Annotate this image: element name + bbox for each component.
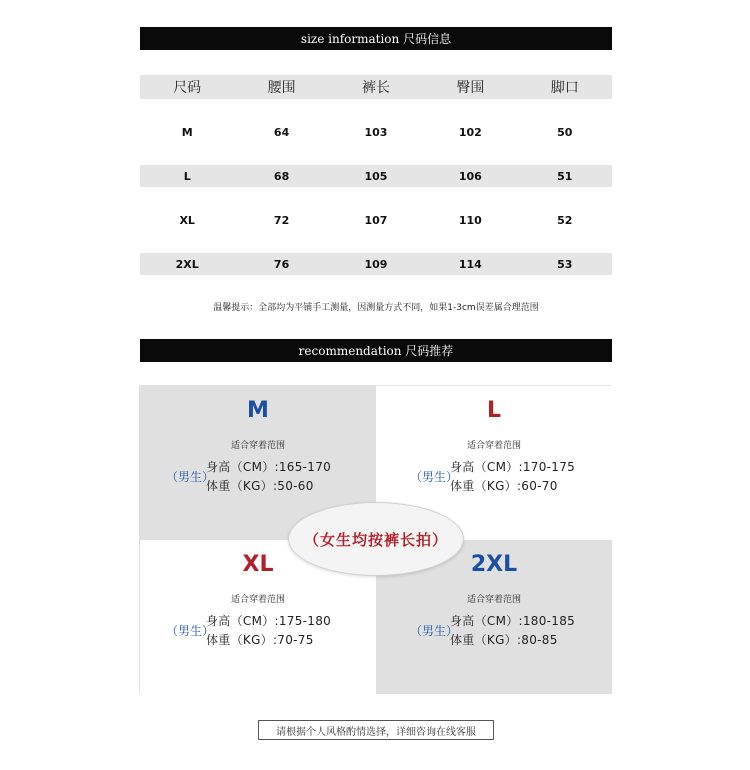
size-label: L bbox=[486, 398, 502, 423]
hip-cell: 102 bbox=[458, 125, 482, 139]
fit-range-label: 适合穿着范围 bbox=[230, 441, 285, 451]
size-table-header-row bbox=[140, 75, 612, 99]
table-row bbox=[140, 209, 612, 231]
header-waist: 腰围 bbox=[234, 75, 328, 99]
gender-label: （男生） bbox=[166, 470, 215, 484]
length-cell: 107 bbox=[364, 213, 388, 227]
size-label: 2XL bbox=[470, 552, 518, 577]
gender-label: （男生） bbox=[410, 624, 459, 638]
size-cell: L bbox=[140, 165, 234, 187]
recommendation-header bbox=[140, 339, 612, 362]
table-row bbox=[140, 165, 612, 187]
hem-cell: 52 bbox=[557, 213, 573, 227]
female-note-badge bbox=[288, 502, 464, 576]
footer-note bbox=[258, 720, 494, 740]
female-note-text: （女生均按裤长拍） bbox=[303, 530, 448, 549]
weight-range: 体重（KG）:70-75 bbox=[206, 633, 314, 647]
length-cell: 105 bbox=[329, 165, 423, 187]
gender-label: （男生） bbox=[410, 470, 459, 484]
weight-range: 体重（KG）:80-85 bbox=[450, 633, 558, 647]
waist-cell: 68 bbox=[234, 165, 328, 187]
waist-cell: 72 bbox=[273, 213, 290, 227]
header-hem: 脚口 bbox=[518, 75, 612, 99]
waist-cell: 64 bbox=[273, 125, 290, 139]
size-label: XL bbox=[242, 552, 274, 577]
height-range: 身高（CM）:175-180 bbox=[206, 614, 332, 628]
weight-range: 体重（KG）:60-70 bbox=[450, 479, 558, 493]
hem-cell: 53 bbox=[518, 253, 612, 275]
size-cell: 2XL bbox=[140, 253, 234, 275]
hem-cell: 50 bbox=[557, 125, 573, 139]
weight-range: 体重（KG）:50-60 bbox=[206, 479, 314, 493]
measurement-tip: 温馨提示：全部均为平铺手工测量，因测量方式不同，如果1-3cm误差属合理范围 bbox=[213, 303, 539, 313]
table-row bbox=[140, 121, 612, 143]
length-cell: 109 bbox=[329, 253, 423, 275]
waist-cell: 76 bbox=[234, 253, 328, 275]
size-information-title: size information 尺码信息 bbox=[300, 32, 452, 46]
height-range: 身高（CM）:180-185 bbox=[450, 614, 576, 628]
fit-range-label: 适合穿着范围 bbox=[466, 441, 521, 451]
header-hip: 臀围 bbox=[423, 75, 517, 99]
length-cell: 103 bbox=[364, 125, 388, 139]
table-row bbox=[140, 253, 612, 275]
footer-text: 请根据个人风格酌情选择，详细咨询在线客服 bbox=[276, 726, 476, 738]
fit-range-label: 适合穿着范围 bbox=[230, 595, 285, 605]
height-range: 身高（CM）:170-175 bbox=[450, 460, 576, 474]
hip-cell: 106 bbox=[423, 165, 517, 187]
size-cell: XL bbox=[179, 213, 195, 227]
header-size: 尺码 bbox=[140, 75, 234, 99]
gender-label: （男生） bbox=[166, 624, 215, 638]
hem-cell: 51 bbox=[518, 165, 612, 187]
size-information-header bbox=[140, 27, 612, 50]
hip-cell: 114 bbox=[423, 253, 517, 275]
fit-range-label: 适合穿着范围 bbox=[466, 595, 521, 605]
height-range: 身高（CM）:165-170 bbox=[206, 460, 332, 474]
size-label: M bbox=[247, 398, 269, 423]
recommendation-title: recommendation 尺码推荐 bbox=[298, 344, 454, 358]
hip-cell: 110 bbox=[458, 213, 482, 227]
header-length: 裤长 bbox=[329, 75, 423, 99]
size-cell: M bbox=[181, 125, 193, 139]
size-table bbox=[140, 75, 612, 275]
